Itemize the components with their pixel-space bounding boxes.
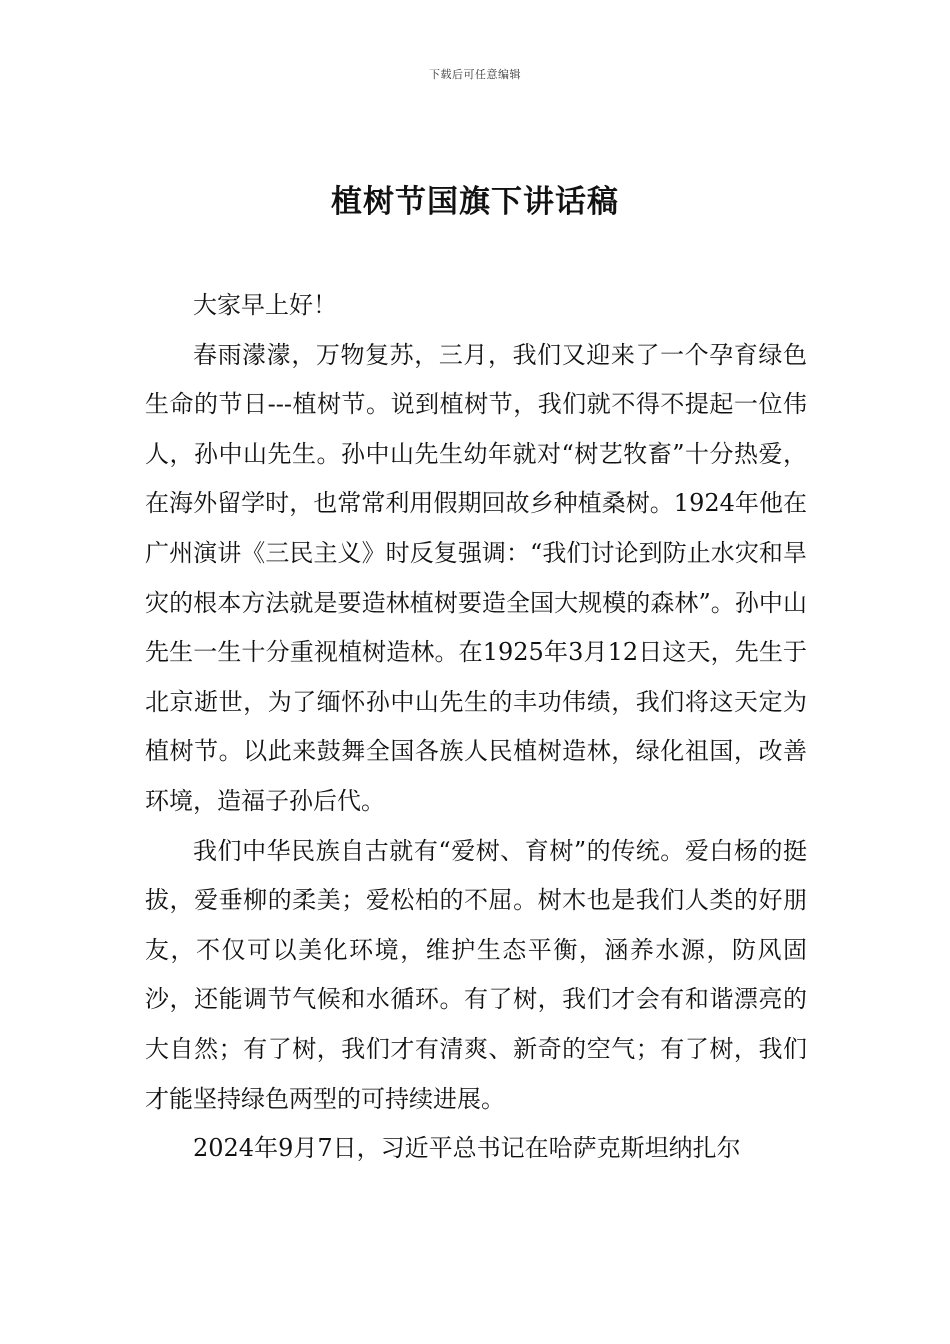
document-body: [145, 281, 807, 1174]
paragraph-arbor-day-history: 春雨濛濛，万物复苏，三月，我们又迎来了一个孕育绿色生命的节日---植树节。说到植树节，我们就不得不提起一位伟人，孙中山先生。孙中山先生幼年就对“树艺牧畜”十分热爱，在海外留学时，也常常利用假期回故乡种植桑树。1924年他在广州演讲《三民主义》时反复强调：“我们讨论到防止水灾和旱灾的根本方法就是要造林植树要造全国大规模的森林”。孙中山先生一生十分重视植树造林。在1925年3月12日这天，先生于北京逝世，为了缅怀孙中山先生的丰功伟绩，我们将这天定为植树节。以此来鼓舞全国各族人民植树造林，绿化祖国，改善环境，造福子孙后代。: [145, 340, 807, 815]
paragraph-tree-tradition: 我们中华民族自古就有“爱树、育树”的传统。爱白杨的挺拔，爱垂柳的柔美；爱松柏的不屈。树木也是我们人类的好朋友，不仅可以美化环境，维护生态平衡，涵养水源，防风固沙，还能调节气候和水循环。有了树，我们才会有和谐漂亮的大自然；有了树，我们才有清爽、新奇的空气；有了树，我们才能坚持绿色两型的可持续进展。: [145, 836, 807, 1113]
document-title: 植树节国旗下讲话稿: [331, 184, 619, 220]
paragraph-greeting: 大家早上好！: [193, 291, 337, 319]
paragraph-speech-reference: 2024年9月7日，习近平总书记在哈萨克斯坦纳扎尔: [193, 1134, 741, 1163]
header-note: 下载后可任意编辑: [429, 68, 521, 81]
